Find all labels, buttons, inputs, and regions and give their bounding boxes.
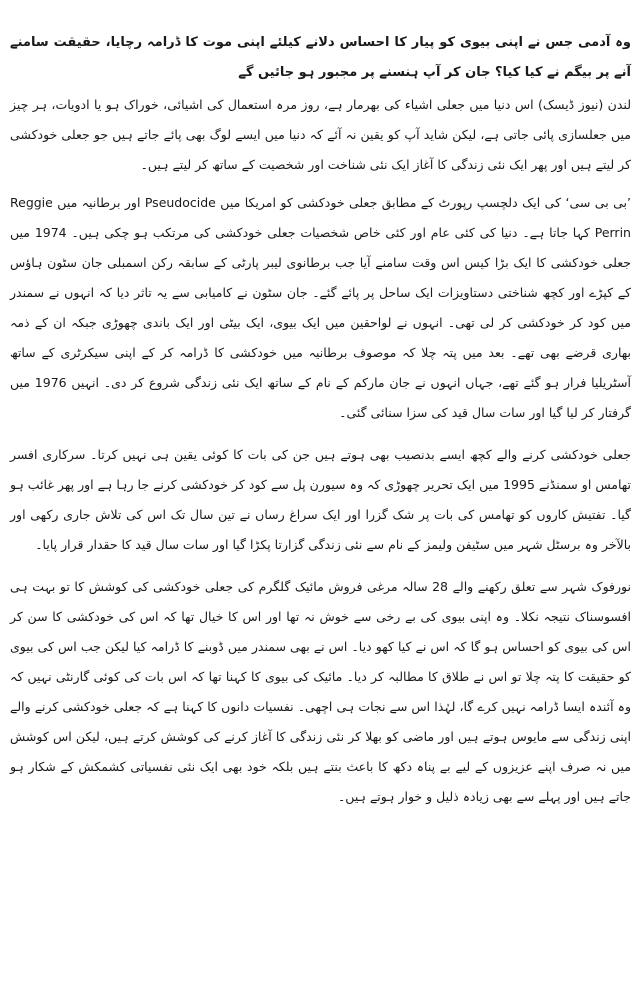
term-pseudocide: Pseudocide xyxy=(144,195,216,210)
term-reggie-perrin: Reggie Perrin xyxy=(10,195,631,240)
paragraph-norfolk: نورفوک شہر سے تعلق رکھنے والے 28 سالہ مرغی فروش مائیک گلگرم کی جعلی خودکشی کی کوشش کا تو بہت ہی افسوسناک نتیجہ نکلا۔ وہ اپنی بیوی کی بے رخی سے خوش نہ تھا اور اس کا خیال تھا کہ اس کی خودکشی کا سن کر اس کی بیوی کو احساس ہو گا کہ اس نے کیا کھو دیا۔ اس نے بھی سمندر میں ڈوبنے کا ڈرامہ کیا لیکن جب اس کی بیوی کو حقیقت کا پتہ چلا تو اس نے طلاق کا مطالبہ کر دیا۔ مائیک کی بیوی کا کہنا تھا کہ اس بات کی کوئی گارنٹی نہیں کہ وہ آئندہ ایسا ڈرامہ نہیں کرے گا، لہٰذا اس سے نجات ہی اچھی۔ نفسیات دانوں کا کہنا ہے کہ جعلی خودکشی کرنے والے اپنی زندگی سے مایوس ہوتے ہیں اور ماضی کو بھلا کر نئی زندگی کا آغاز کرنے کی کوشش کرتے ہیں، لیکن اس کوشش میں نہ صرف اپنے عزیزوں کے لیے بے پناہ دکھ کا باعث بنتے ہیں بلکہ خود بھی ایک نئی نفسیاتی کشمکش کے شکار ہو جاتے ہیں اور پہلے سے بھی زیادہ ذلیل و خوار ہوتے ہیں۔ xyxy=(10,579,631,804)
paragraph-text: کہا جاتا ہے۔ دنیا کی کئی عام اور کئی خاص شخصیات جعلی خودکشی کی مرتکب ہو چکی ہیں۔ 1974 میں جعلی خودکشی کا ایک بڑا کیس اس وقت سامنے آیا جب برطانوی لیبر پارٹی کے سابقہ رکن اسمبلی جان سٹون ہاؤس کے کپڑے اور کچھ شناختی دستاویزات ایک ساحل پر پائے گئے۔ جان سٹون نے کامیابی سے یہ تاثر دیا کہ انہوں نے سمندر میں کود کر خودکشی کر لی تھی۔ انہوں نے لواحقین میں ایک بیوی، ایک بیٹی اور ایک باندی چھوڑی جبکہ ان کے ذمہ بھاری قرضے بھی تھے۔ بعد میں پتہ چلا کہ موصوف برطانیہ میں خودکشی کا ڈرامہ کر کے اپنی سیکرٹری کے ساتھ آسٹریلیا فرار ہو گئے تھے، جہاں انہوں نے جان مارکم کے نام کے ساتھ ایک نئی زندگی شروع کر دی۔ انہیں 1976 میں گرفتار کر لیا گیا اور سات سال قید کی سزا سنائی گئی۔ xyxy=(10,225,631,420)
paragraph-text: اور برطانیہ میں xyxy=(52,195,145,210)
headline: وہ آدمی جس نے اپنی بیوی کو پیار کا احساس دلانے کیلئے اپنی موت کا ڈرامہ رچایا، حقیقت سامنے آنے پر بیگم نے کیا کیا؟ جان کر آپ ہنسنے پر مجبور ہو جائیں گے xyxy=(10,35,631,80)
paragraph-bbc-report xyxy=(10,188,631,428)
paragraph-text: ’بی بی سی‘ کی ایک دلچسپ رپورٹ کے مطابق جعلی خودکشی کو امریکا میں xyxy=(215,195,631,210)
article xyxy=(10,28,631,822)
paragraph-intro: لندن (نیوز ڈیسک) اس دنیا میں جعلی اشیاء کی بھرمار ہے، روز مرہ استعمال کی اشیائی، خوراک ہو یا ادویات، ہر چیز میں جعلسازی پائی جاتی ہے، لیکن شاید آپ کو یقین نہ آئے کہ دنیا میں ایسے لوگ بھی پائے جاتے ہیں جو جعلی خودکشی کر لیتے ہیں اور پھر ایک نئی زندگی کا آغاز ایک نئی شناخت اور شخصیت کے ساتھ کر لیتے ہیں۔ xyxy=(10,97,631,172)
paragraph-thomas: جعلی خودکشی کرنے والے کچھ ایسے بدنصیب بھی ہوتے ہیں جن کی بات کا کوئی یقین ہی نہیں کرتا۔ سرکاری افسر تھامس او سمنڈنے 1995 میں ایک تحریر چھوڑی کہ وہ سیورن پل سے کود کر خودکشی کرنے جا رہا ہے اور پھر غائب ہو گیا۔ تفتیش کاروں کو تھامس کی بات پر شک گزرا اور ایک سراغ رساں نے تین سال تک اس کی تلاش جاری رکھی اور بالآخر وہ برسٹل شہر میں سٹیفن ولیمز کے نام سے نئی زندگی گزارتا پکڑا گیا اور سات سال قید کا حقدار قرار پایا۔ xyxy=(10,447,631,552)
